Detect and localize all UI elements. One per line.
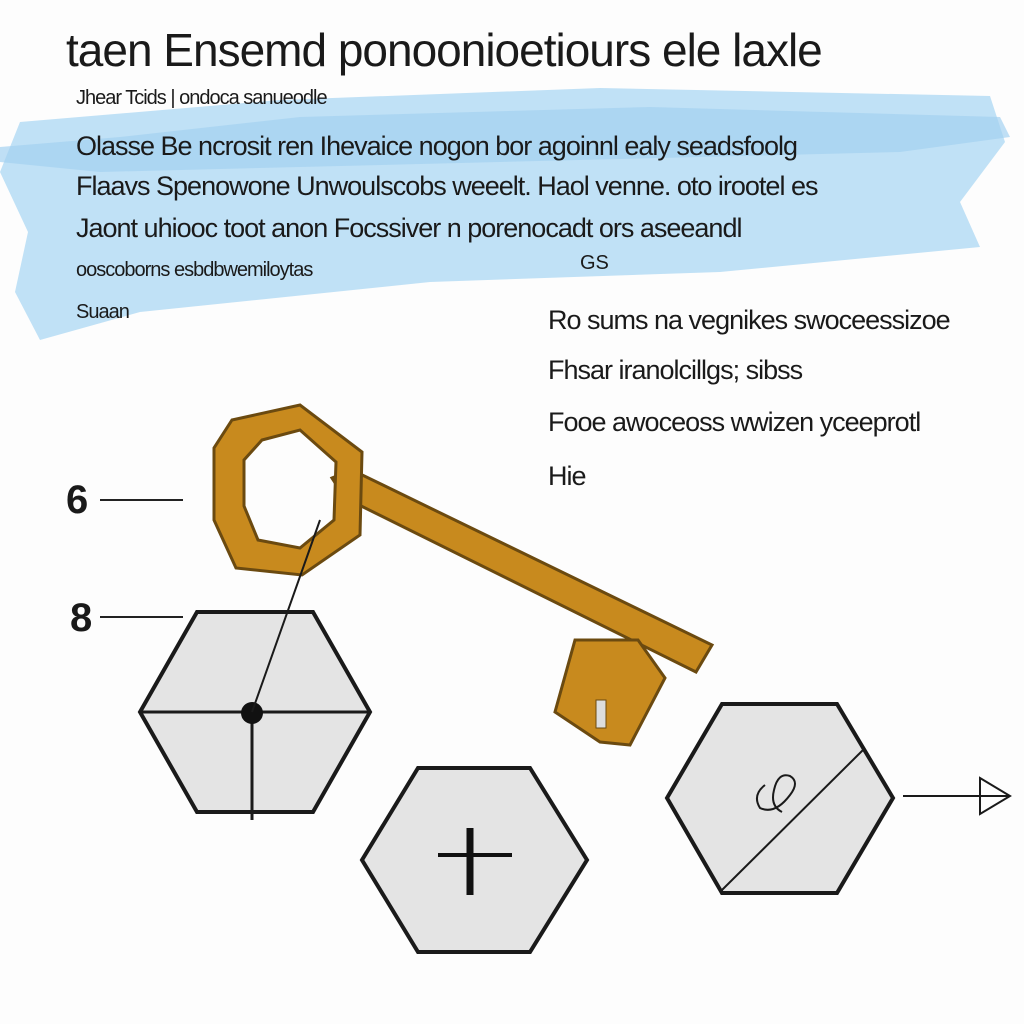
marker-top: 6 bbox=[66, 478, 89, 522]
arrow-right-icon bbox=[903, 778, 1010, 814]
intro-line-5: ooscoborns esbdbwemiloytas bbox=[76, 259, 313, 281]
intro-line-6: Suaan bbox=[76, 301, 129, 323]
intro-line-2: Olasse Be ncrosit ren Ihevaice nogon bor agoinnl ealy seadsfoolg bbox=[76, 131, 797, 161]
intro-line-1: Jhear Tcids | ondoca sanueodle bbox=[76, 87, 327, 109]
diagram-title: taen Ensemd ponoonioetiours ele laxle bbox=[66, 24, 822, 76]
note-line-1: Ro sums na vegnikes swoceessizoe bbox=[548, 305, 950, 335]
intro-line-4: Jaont uhiooc toot anon Focssiver n porenocadt ors aseeandl bbox=[76, 213, 742, 243]
note-line-2: Fhsar iranolcillgs; sibss bbox=[548, 355, 803, 385]
intro-line-3: Flaavs Spenowone Unwoulscobs weeelt. Haol venne. oto irootel es bbox=[76, 171, 818, 201]
note-line-3: Fooe awoceoss wwizen yceeprotl bbox=[548, 407, 921, 437]
hexagon-node-left bbox=[140, 612, 370, 820]
hexagon-node-middle bbox=[362, 768, 587, 952]
marker-bottom: 8 bbox=[70, 596, 93, 640]
note-line-4: Hie bbox=[548, 461, 586, 491]
intro-badge: GS bbox=[580, 252, 609, 274]
hexagon-node-right bbox=[667, 704, 893, 893]
